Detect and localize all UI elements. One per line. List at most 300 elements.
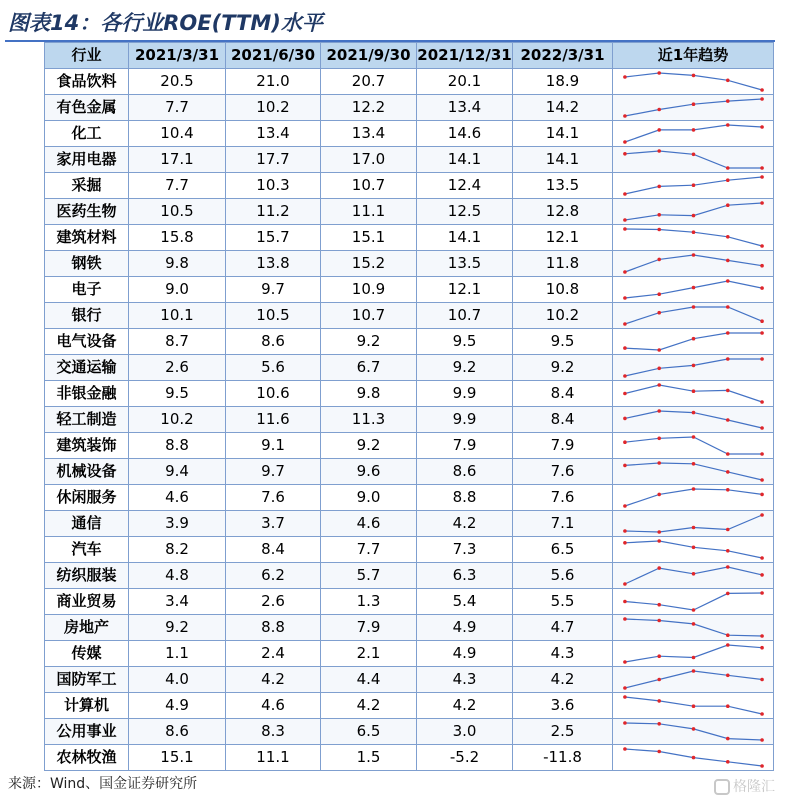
trend-point xyxy=(692,214,696,218)
roe-value-cell: 8.4 xyxy=(513,381,613,407)
roe-value-cell: 1.3 xyxy=(321,589,417,615)
trend-point xyxy=(657,108,661,112)
column-header: 2021/9/30 xyxy=(321,43,417,69)
trend-sparkline-cell xyxy=(613,745,774,771)
industry-cell: 家用电器 xyxy=(45,147,129,173)
roe-value-cell: 3.4 xyxy=(129,589,226,615)
roe-value-cell: 6.5 xyxy=(321,719,417,745)
roe-value-cell: 5.7 xyxy=(321,563,417,589)
trend-point xyxy=(726,279,730,283)
roe-value-cell: 14.1 xyxy=(513,147,613,173)
trend-point xyxy=(726,331,730,335)
trend-line xyxy=(625,645,762,662)
roe-value-cell: 12.1 xyxy=(417,277,513,303)
trend-line xyxy=(625,671,762,688)
trend-point xyxy=(623,695,627,699)
trend-sparkline xyxy=(613,329,773,354)
roe-value-cell: 10.5 xyxy=(129,199,226,225)
roe-value-cell: 10.4 xyxy=(129,121,226,147)
trend-point xyxy=(623,192,627,196)
trend-point xyxy=(760,331,764,335)
roe-value-cell: 9.1 xyxy=(226,433,321,459)
trend-line xyxy=(625,99,762,116)
table-row xyxy=(45,329,774,355)
industry-cell: 建筑材料 xyxy=(45,225,129,251)
industry-cell: 食品饮料 xyxy=(45,69,129,95)
roe-value-cell: 14.6 xyxy=(417,121,513,147)
trend-point xyxy=(657,367,661,371)
trend-point xyxy=(726,389,730,393)
roe-value-cell: 13.4 xyxy=(226,121,321,147)
roe-value-cell: 3.6 xyxy=(513,693,613,719)
roe-value-cell: 2.6 xyxy=(226,589,321,615)
trend-point xyxy=(760,357,764,361)
trend-sparkline-cell xyxy=(613,69,774,95)
trend-point xyxy=(726,452,730,456)
trend-sparkline-cell xyxy=(613,615,774,641)
trend-point xyxy=(692,608,696,612)
trend-point xyxy=(692,102,696,106)
trend-line xyxy=(625,203,762,220)
trend-point xyxy=(692,128,696,132)
trend-point xyxy=(760,591,764,595)
trend-point xyxy=(657,409,661,413)
roe-value-cell: 6.5 xyxy=(513,537,613,563)
trend-point xyxy=(760,764,764,768)
trend-sparkline-cell xyxy=(613,485,774,511)
table-row xyxy=(45,407,774,433)
trend-point xyxy=(760,556,764,560)
trend-sparkline-cell xyxy=(613,329,774,355)
trend-sparkline xyxy=(613,381,773,406)
trend-point xyxy=(623,541,627,545)
table-row xyxy=(45,303,774,329)
trend-line xyxy=(625,541,762,558)
roe-value-cell: 12.4 xyxy=(417,173,513,199)
table-row xyxy=(45,147,774,173)
trend-line xyxy=(625,437,762,454)
industry-cell: 交通运输 xyxy=(45,355,129,381)
trend-sparkline xyxy=(613,121,773,146)
trend-sparkline-cell xyxy=(613,277,774,303)
trend-point xyxy=(692,230,696,234)
trend-point xyxy=(760,166,764,170)
roe-value-cell: 13.4 xyxy=(321,121,417,147)
trend-point xyxy=(726,166,730,170)
industry-cell: 汽车 xyxy=(45,537,129,563)
trend-sparkline xyxy=(613,615,773,640)
roe-value-cell: 10.9 xyxy=(321,277,417,303)
roe-value-cell: 14.2 xyxy=(513,95,613,121)
roe-value-cell: -11.8 xyxy=(513,745,613,771)
trend-point xyxy=(657,654,661,658)
trend-point xyxy=(623,440,627,444)
trend-point xyxy=(657,228,661,232)
trend-sparkline-cell xyxy=(613,355,774,381)
roe-value-cell: 11.8 xyxy=(513,251,613,277)
trend-point xyxy=(760,319,764,323)
trend-point xyxy=(726,549,730,553)
table-row xyxy=(45,355,774,381)
industry-cell: 公用事业 xyxy=(45,719,129,745)
roe-value-cell: 8.6 xyxy=(417,459,513,485)
trend-sparkline xyxy=(613,147,773,172)
trend-point xyxy=(760,646,764,650)
trend-point xyxy=(692,411,696,415)
trend-point xyxy=(657,383,661,387)
trend-line xyxy=(625,515,762,532)
trend-point xyxy=(760,125,764,129)
table-row xyxy=(45,693,774,719)
table-row xyxy=(45,589,774,615)
roe-value-cell: 6.2 xyxy=(226,563,321,589)
trend-sparkline-cell xyxy=(613,251,774,277)
roe-value-cell: 17.1 xyxy=(129,147,226,173)
trend-point xyxy=(692,727,696,731)
trend-sparkline xyxy=(613,277,773,302)
roe-table xyxy=(44,42,774,771)
roe-value-cell: 9.7 xyxy=(226,459,321,485)
industry-cell: 传媒 xyxy=(45,641,129,667)
roe-value-cell: 7.7 xyxy=(129,95,226,121)
roe-value-cell: 8.6 xyxy=(226,329,321,355)
roe-value-cell: 10.2 xyxy=(513,303,613,329)
trend-point xyxy=(760,426,764,430)
trend-point xyxy=(657,213,661,217)
industry-cell: 有色金属 xyxy=(45,95,129,121)
industry-cell: 电气设备 xyxy=(45,329,129,355)
table-row xyxy=(45,225,774,251)
industry-cell: 通信 xyxy=(45,511,129,537)
roe-value-cell: 13.5 xyxy=(513,173,613,199)
roe-value-cell: 9.2 xyxy=(321,433,417,459)
trend-point xyxy=(623,529,627,533)
roe-value-cell: 4.2 xyxy=(417,511,513,537)
trend-point xyxy=(623,747,627,751)
industry-cell: 电子 xyxy=(45,277,129,303)
trend-sparkline xyxy=(613,303,773,328)
trend-point xyxy=(726,528,730,532)
roe-value-cell: 9.8 xyxy=(321,381,417,407)
trend-point xyxy=(726,760,730,764)
trend-point xyxy=(760,573,764,577)
roe-value-cell: 15.1 xyxy=(321,225,417,251)
table-row xyxy=(45,511,774,537)
roe-value-cell: 4.2 xyxy=(417,693,513,719)
trend-point xyxy=(726,357,730,361)
roe-value-cell: 10.7 xyxy=(417,303,513,329)
roe-value-cell: 13.4 xyxy=(417,95,513,121)
roe-value-cell: 7.9 xyxy=(321,615,417,641)
trend-point xyxy=(623,582,627,586)
trend-point xyxy=(657,493,661,497)
roe-value-cell: 4.2 xyxy=(321,693,417,719)
trend-point xyxy=(657,699,661,703)
trend-point xyxy=(692,183,696,187)
trend-sparkline-cell xyxy=(613,381,774,407)
trend-point xyxy=(657,722,661,726)
trend-sparkline xyxy=(613,485,773,510)
trend-point xyxy=(623,322,627,326)
source-note: 来源：Wind、国金证券研究所 xyxy=(8,776,198,792)
table-row xyxy=(45,199,774,225)
trend-point xyxy=(726,737,730,741)
trend-sparkline-cell xyxy=(613,147,774,173)
trend-point xyxy=(657,603,661,607)
roe-value-cell: 10.3 xyxy=(226,173,321,199)
trend-point xyxy=(692,389,696,393)
trend-sparkline xyxy=(613,641,773,666)
trend-point xyxy=(726,418,730,422)
trend-sparkline xyxy=(613,459,773,484)
roe-value-cell: 5.6 xyxy=(513,563,613,589)
trend-sparkline xyxy=(613,433,773,458)
roe-value-cell: 7.9 xyxy=(513,433,613,459)
trend-point xyxy=(623,686,627,690)
trend-point xyxy=(760,88,764,92)
trend-point xyxy=(760,244,764,248)
roe-value-cell: 4.7 xyxy=(513,615,613,641)
roe-value-cell: 7.1 xyxy=(513,511,613,537)
trend-sparkline xyxy=(613,251,773,276)
roe-value-cell: 10.2 xyxy=(129,407,226,433)
table-row xyxy=(45,641,774,667)
column-header: 2021/12/31 xyxy=(417,43,513,69)
roe-value-cell: 12.2 xyxy=(321,95,417,121)
trend-line xyxy=(625,359,762,376)
trend-point xyxy=(657,750,661,754)
industry-cell: 银行 xyxy=(45,303,129,329)
trend-point xyxy=(623,600,627,604)
roe-value-cell: 9.9 xyxy=(417,381,513,407)
trend-point xyxy=(692,337,696,341)
roe-value-cell: 11.1 xyxy=(226,745,321,771)
trend-point xyxy=(760,286,764,290)
trend-point xyxy=(623,660,627,664)
roe-value-cell: 8.7 xyxy=(129,329,226,355)
watermark xyxy=(714,776,775,796)
roe-value-cell: 8.6 xyxy=(129,719,226,745)
industry-cell: 建筑装饰 xyxy=(45,433,129,459)
roe-value-cell: 10.8 xyxy=(513,277,613,303)
trend-point xyxy=(623,504,627,508)
roe-value-cell: 9.2 xyxy=(417,355,513,381)
trend-point xyxy=(692,704,696,708)
trend-point xyxy=(726,178,730,182)
roe-value-cell: 1.5 xyxy=(321,745,417,771)
trend-line xyxy=(625,125,762,142)
trend-sparkline xyxy=(613,537,773,562)
trend-line xyxy=(625,593,762,610)
trend-point xyxy=(692,656,696,660)
roe-value-cell: 15.2 xyxy=(321,251,417,277)
trend-point xyxy=(692,526,696,530)
roe-value-cell: 15.1 xyxy=(129,745,226,771)
roe-value-cell: 2.4 xyxy=(226,641,321,667)
trend-point xyxy=(623,218,627,222)
trend-point xyxy=(726,305,730,309)
trend-point xyxy=(692,364,696,368)
roe-value-cell: 3.7 xyxy=(226,511,321,537)
roe-value-cell: 7.3 xyxy=(417,537,513,563)
trend-sparkline-cell xyxy=(613,563,774,589)
roe-value-cell: 20.7 xyxy=(321,69,417,95)
roe-value-cell: 20.1 xyxy=(417,69,513,95)
trend-sparkline-cell xyxy=(613,589,774,615)
trend-sparkline-cell xyxy=(613,459,774,485)
trend-point xyxy=(692,286,696,290)
roe-value-cell: 14.1 xyxy=(417,225,513,251)
trend-point xyxy=(657,311,661,315)
trend-sparkline xyxy=(613,745,773,770)
trend-sparkline xyxy=(613,199,773,224)
roe-value-cell: 6.3 xyxy=(417,563,513,589)
trend-point xyxy=(760,264,764,268)
trend-point xyxy=(657,619,661,623)
trend-point xyxy=(726,643,730,647)
trend-sparkline-cell xyxy=(613,199,774,225)
roe-value-cell: 11.3 xyxy=(321,407,417,433)
roe-value-cell: 4.9 xyxy=(417,615,513,641)
industry-cell: 医药生物 xyxy=(45,199,129,225)
roe-value-cell: 3.9 xyxy=(129,511,226,537)
roe-value-cell: -5.2 xyxy=(417,745,513,771)
trend-sparkline-cell xyxy=(613,511,774,537)
table-body xyxy=(45,69,774,771)
trend-point xyxy=(760,97,764,101)
trend-point xyxy=(760,712,764,716)
roe-value-cell: 8.4 xyxy=(226,537,321,563)
roe-value-cell: 13.5 xyxy=(417,251,513,277)
trend-sparkline xyxy=(613,355,773,380)
trend-point xyxy=(760,738,764,742)
trend-sparkline-cell xyxy=(613,667,774,693)
trend-line xyxy=(625,723,762,740)
roe-value-cell: 9.5 xyxy=(129,381,226,407)
column-header: 2022/3/31 xyxy=(513,43,613,69)
roe-value-cell: 10.1 xyxy=(129,303,226,329)
table-row xyxy=(45,667,774,693)
roe-value-cell: 2.1 xyxy=(321,641,417,667)
trend-sparkline xyxy=(613,173,773,198)
trend-point xyxy=(760,493,764,497)
trend-sparkline xyxy=(613,225,773,250)
trend-point xyxy=(692,435,696,439)
table-row xyxy=(45,745,774,771)
roe-value-cell: 4.9 xyxy=(129,693,226,719)
trend-sparkline xyxy=(613,69,773,94)
trend-sparkline-cell xyxy=(613,407,774,433)
trend-point xyxy=(726,79,730,83)
trend-line xyxy=(625,307,762,324)
column-header: 2021/6/30 xyxy=(226,43,321,69)
trend-point xyxy=(692,756,696,760)
table-row xyxy=(45,95,774,121)
trend-point xyxy=(623,417,627,421)
trend-point xyxy=(623,392,627,396)
trend-point xyxy=(657,566,661,570)
trend-point xyxy=(692,487,696,491)
roe-value-cell: 12.8 xyxy=(513,199,613,225)
trend-point xyxy=(623,140,627,144)
trend-sparkline-cell xyxy=(613,537,774,563)
roe-value-cell: 7.6 xyxy=(513,485,613,511)
trend-point xyxy=(623,114,627,118)
trend-point xyxy=(623,346,627,350)
trend-point xyxy=(726,674,730,678)
trend-sparkline xyxy=(613,563,773,588)
roe-value-cell: 14.1 xyxy=(417,147,513,173)
roe-value-cell: 7.7 xyxy=(321,537,417,563)
trend-line xyxy=(625,385,762,402)
trend-point xyxy=(726,203,730,207)
trend-sparkline-cell xyxy=(613,719,774,745)
table-row xyxy=(45,381,774,407)
trend-sparkline-cell xyxy=(613,693,774,719)
trend-point xyxy=(623,374,627,378)
trend-point xyxy=(760,201,764,205)
trend-point xyxy=(692,74,696,78)
trend-sparkline-cell xyxy=(613,173,774,199)
roe-value-cell: 4.2 xyxy=(513,667,613,693)
trend-point xyxy=(657,185,661,189)
industry-cell: 纺织服装 xyxy=(45,563,129,589)
roe-value-cell: 9.0 xyxy=(321,485,417,511)
trend-point xyxy=(623,75,627,79)
trend-point xyxy=(692,546,696,550)
roe-value-cell: 1.1 xyxy=(129,641,226,667)
roe-value-cell: 4.3 xyxy=(417,667,513,693)
roe-value-cell: 9.5 xyxy=(513,329,613,355)
roe-value-cell: 8.2 xyxy=(129,537,226,563)
roe-value-cell: 8.8 xyxy=(417,485,513,511)
roe-value-cell: 2.5 xyxy=(513,719,613,745)
trend-point xyxy=(657,461,661,465)
roe-value-cell: 4.9 xyxy=(417,641,513,667)
roe-value-cell: 5.4 xyxy=(417,589,513,615)
table-row xyxy=(45,121,774,147)
roe-value-cell: 9.6 xyxy=(321,459,417,485)
trend-sparkline xyxy=(613,693,773,718)
roe-value-cell: 7.7 xyxy=(129,173,226,199)
roe-value-cell: 14.1 xyxy=(513,121,613,147)
roe-value-cell: 4.2 xyxy=(226,667,321,693)
trend-point xyxy=(726,488,730,492)
roe-value-cell: 8.8 xyxy=(129,433,226,459)
trend-point xyxy=(760,513,764,517)
trend-sparkline-cell xyxy=(613,641,774,667)
industry-cell: 钢铁 xyxy=(45,251,129,277)
industry-cell: 休闲服务 xyxy=(45,485,129,511)
roe-value-cell: 4.4 xyxy=(321,667,417,693)
table-row xyxy=(45,719,774,745)
roe-value-cell: 7.9 xyxy=(417,433,513,459)
trend-line xyxy=(625,255,762,272)
roe-value-cell: 8.4 xyxy=(513,407,613,433)
table-row xyxy=(45,485,774,511)
trend-point xyxy=(657,128,661,132)
roe-value-cell: 10.2 xyxy=(226,95,321,121)
trend-point xyxy=(760,478,764,482)
column-header: 2021/3/31 xyxy=(129,43,226,69)
trend-point xyxy=(692,622,696,626)
trend-sparkline xyxy=(613,511,773,536)
roe-value-cell: 11.6 xyxy=(226,407,321,433)
roe-value-cell: 4.3 xyxy=(513,641,613,667)
trend-point xyxy=(623,296,627,300)
roe-value-cell: 15.8 xyxy=(129,225,226,251)
column-header: 近1年趋势 xyxy=(613,43,774,69)
